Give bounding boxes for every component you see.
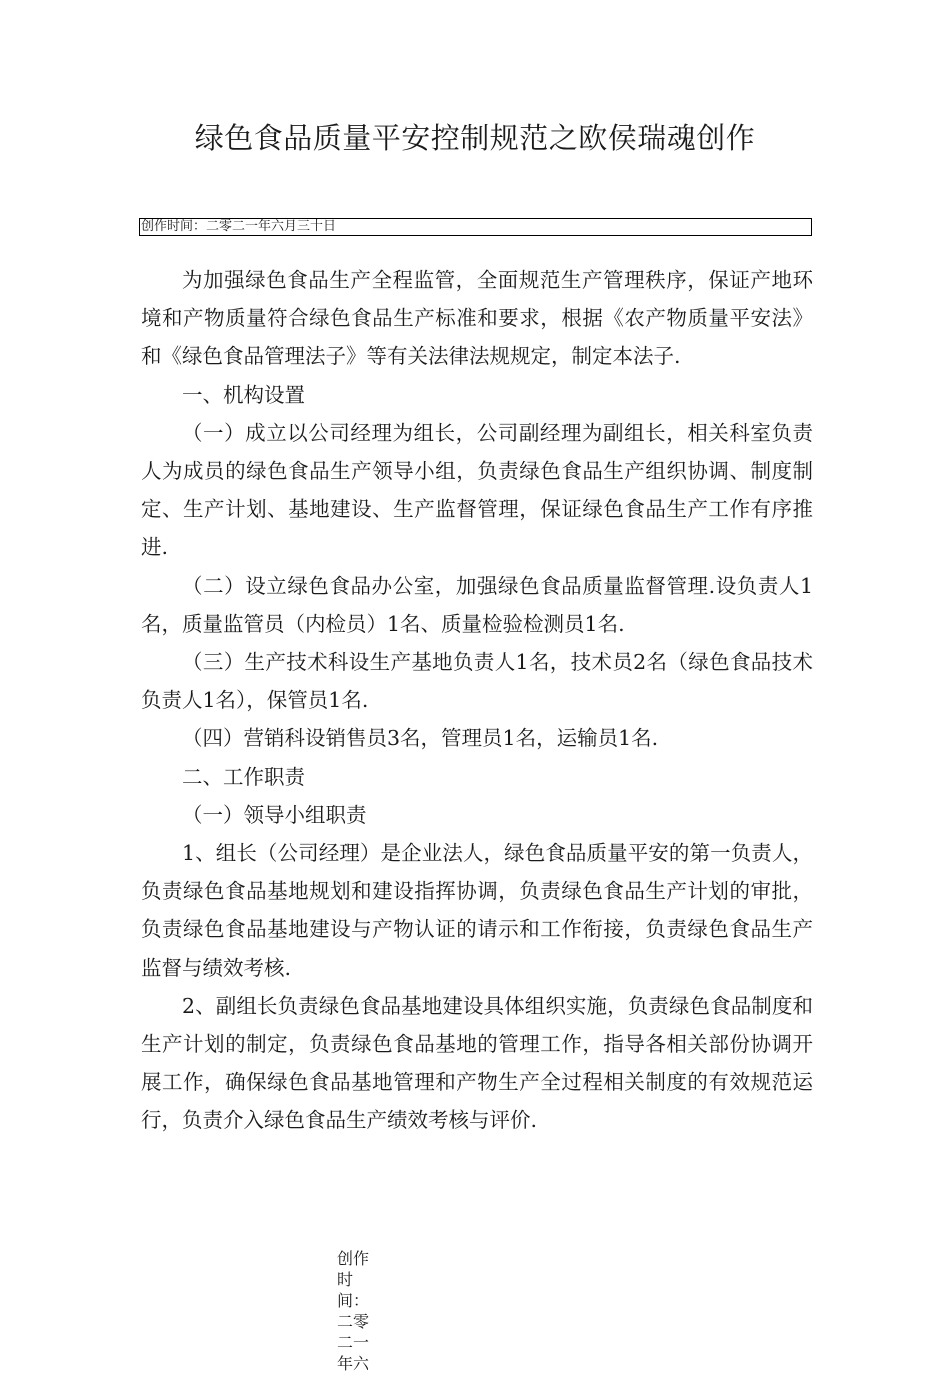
paragraph-1-2: （二）设立绿色食品办公室，加强绿色食品质量监督管理.设负责人1名，质量监管员（内检员）1名、质量检验检测员1名. [141, 573, 813, 636]
paragraph-intro: 为加强绿色食品生产全程监管，全面规范生产管理秩序，保证产地环境和产物质量符合绿色食品生产标准和要求，根据《农产物质量平安法》和《绿色食品管理法子》等有关法律法规规定，制定本法子. [141, 268, 813, 369]
creation-date-box: 创作时间：二零二一年六月三十日 [139, 218, 812, 236]
heading-section-1: 一、机构设置 [182, 382, 305, 407]
paragraph-1-3: （三）生产技术科设生产基地负责人1名，技术员2名（绿色食品技术负责人1名），保管员1名. [141, 650, 813, 713]
heading-subsection-2-1: （一）领导小组职责 [182, 802, 367, 827]
paragraph-2-1-1: 1、组长（公司经理）是企业法人，绿色食品质量平安的第一负责人，负责绿色食品基地规划和建设指挥协调，负责绿色食品生产计划的审批，负责绿色食品基地建设与产物认证的请示和工作衔接，负责绿色食品生产监督与绩效考核. [141, 841, 813, 980]
paragraph-1-4: （四）营销科设销售员3名，管理员1名，运输员1名. [182, 726, 659, 751]
paragraph-1-1: （一）成立以公司经理为组长，公司副经理为副组长，相关科室负责人为成员的绿色食品生产领导小组，负责绿色食品生产组织协调、制度制定、生产计划、基地建设、生产监督管理，保证绿色食品生产工作有序推进. [141, 420, 813, 560]
heading-section-2: 二、工作职责 [182, 764, 305, 789]
document-body [141, 261, 813, 1140]
footer-creation-date: 创作时间：二零二一年六 [337, 1249, 370, 1373]
paragraph-2-1-2: 2、副组长负责绿色食品基地建设具体组织实施，负责绿色食品制度和生产计划的制定，负责绿色食品基地的管理工作，指导各相关部份协调开展工作，确保绿色食品基地管理和产物生产全过程相关制度的有效规范运行，负责介入绿色食品生产绩效考核与评价. [141, 993, 813, 1133]
document-title: 绿色食品质量平安控制规范之欧侯瑞魂创作 [194, 121, 756, 155]
